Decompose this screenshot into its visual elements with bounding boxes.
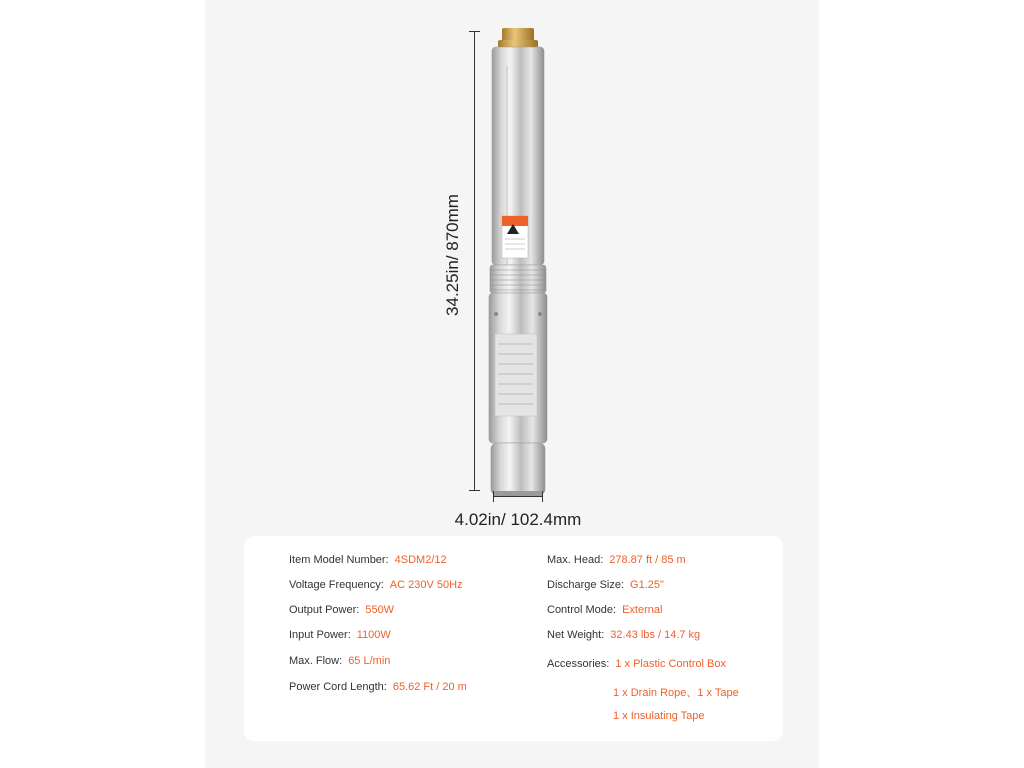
width-dimension-line	[493, 496, 543, 497]
height-dimension-line	[474, 31, 475, 491]
spec-label: Accessories:	[547, 658, 610, 670]
spec-value: 32.43 lbs / 14.7 kg	[610, 629, 701, 641]
spec-value: 550W	[365, 604, 395, 616]
width-dimension-label: 4.02in/ 102.4mm	[454, 510, 582, 529]
spec-label: Output Power:	[289, 604, 360, 616]
spec-row-output-power	[289, 604, 394, 616]
spec-row-discharge-size	[547, 579, 664, 591]
spec-label: Control Mode:	[547, 604, 617, 616]
spec-value: 4SDM2/12	[394, 554, 447, 566]
width-dimension-cap-right	[542, 491, 543, 502]
spec-row-voltage	[289, 579, 463, 591]
accessories-line-2: 1 x Drain Rope、1 x Tape	[613, 687, 739, 699]
accessories-line-3: 1 x Insulating Tape	[613, 710, 705, 722]
spec-label: Power Cord Length:	[289, 681, 387, 693]
spec-row-model	[289, 554, 447, 566]
spec-row-max-head	[547, 554, 686, 566]
submersible-pump-image	[485, 26, 551, 501]
specifications-card	[244, 536, 783, 741]
spec-value: AC 230V 50Hz	[389, 579, 463, 591]
spec-row-input-power	[289, 629, 391, 641]
height-dimension-cap-top	[469, 31, 480, 32]
spec-label: Max. Head:	[547, 554, 604, 566]
spec-row-accessories	[547, 658, 726, 670]
spec-label: Input Power:	[289, 629, 351, 641]
width-dimension-cap-left	[493, 491, 494, 502]
spec-value: 65 L/min	[348, 655, 391, 667]
height-dimension-label: 34.25in/ 870mm	[443, 194, 462, 316]
spec-value: 1 x Plastic Control Box	[615, 658, 727, 670]
spec-value: 1100W	[356, 629, 391, 641]
spec-label: Voltage Frequency:	[289, 579, 384, 591]
spec-value: External	[622, 604, 663, 616]
spec-row-max-flow	[289, 655, 390, 667]
spec-value: 278.87 ft / 85 m	[609, 554, 686, 566]
spec-value: 65.62 Ft / 20 m	[392, 681, 467, 693]
height-dimension-cap-bottom	[469, 490, 480, 491]
spec-row-control-mode	[547, 604, 662, 616]
spec-label: Item Model Number:	[289, 554, 389, 566]
spec-label: Discharge Size:	[547, 579, 625, 591]
spec-row-net-weight	[547, 629, 700, 641]
spec-label: Max. Flow:	[289, 655, 343, 667]
spec-label: Net Weight:	[547, 629, 605, 641]
spec-value: G1.25"	[630, 579, 664, 591]
spec-row-cord-length	[289, 681, 467, 693]
